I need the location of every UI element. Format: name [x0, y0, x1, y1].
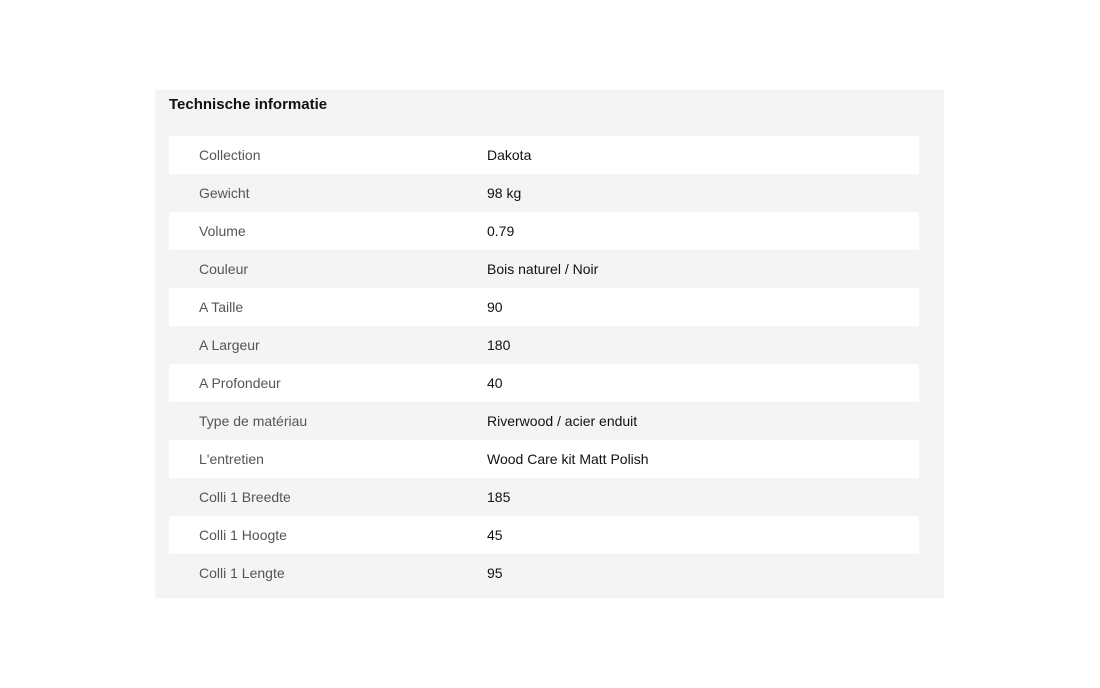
spec-value: 98 kg	[487, 185, 522, 201]
spec-value: 180	[487, 337, 511, 353]
spec-row-material	[169, 402, 919, 440]
spec-value: 40	[487, 375, 503, 391]
spec-value: 185	[487, 489, 511, 505]
spec-label: Gewicht	[199, 185, 250, 201]
spec-value: 90	[487, 299, 503, 315]
spec-value: Wood Care kit Matt Polish	[487, 451, 649, 467]
spec-value: 0.79	[487, 223, 515, 239]
section-title: Technische informatie	[169, 96, 328, 113]
spec-row-depth	[169, 364, 919, 402]
spec-row-collection	[169, 136, 919, 174]
spec-label: A Taille	[199, 299, 244, 315]
spec-value: 45	[487, 527, 503, 543]
spec-row-width	[169, 326, 919, 364]
spec-table	[169, 136, 919, 592]
spec-label: Collection	[199, 147, 261, 163]
spec-label: L'entretien	[199, 451, 264, 467]
spec-label: Colli 1 Breedte	[199, 489, 291, 505]
spec-value: 95	[487, 565, 503, 581]
spec-label: Colli 1 Hoogte	[199, 527, 287, 543]
spec-value: Bois naturel / Noir	[487, 261, 599, 277]
spec-row-volume	[169, 212, 919, 250]
spec-row-color	[169, 250, 919, 288]
spec-row-height	[169, 288, 919, 326]
spec-value: Riverwood / acier enduit	[487, 413, 638, 429]
spec-label: Type de matériau	[199, 413, 308, 429]
spec-label: A Largeur	[199, 337, 260, 353]
spec-value: Dakota	[487, 147, 532, 163]
spec-row-package-width	[169, 478, 919, 516]
spec-label: Volume	[199, 223, 246, 239]
spec-row-care	[169, 440, 919, 478]
spec-label: Couleur	[199, 261, 249, 277]
spec-row-package-length	[169, 554, 919, 592]
spec-label: Colli 1 Lengte	[199, 565, 285, 581]
spec-row-package-height	[169, 516, 919, 554]
spec-label: A Profondeur	[199, 375, 281, 391]
spec-table-body	[169, 136, 919, 592]
technical-info-panel	[155, 90, 944, 598]
spec-row-weight	[169, 174, 919, 212]
